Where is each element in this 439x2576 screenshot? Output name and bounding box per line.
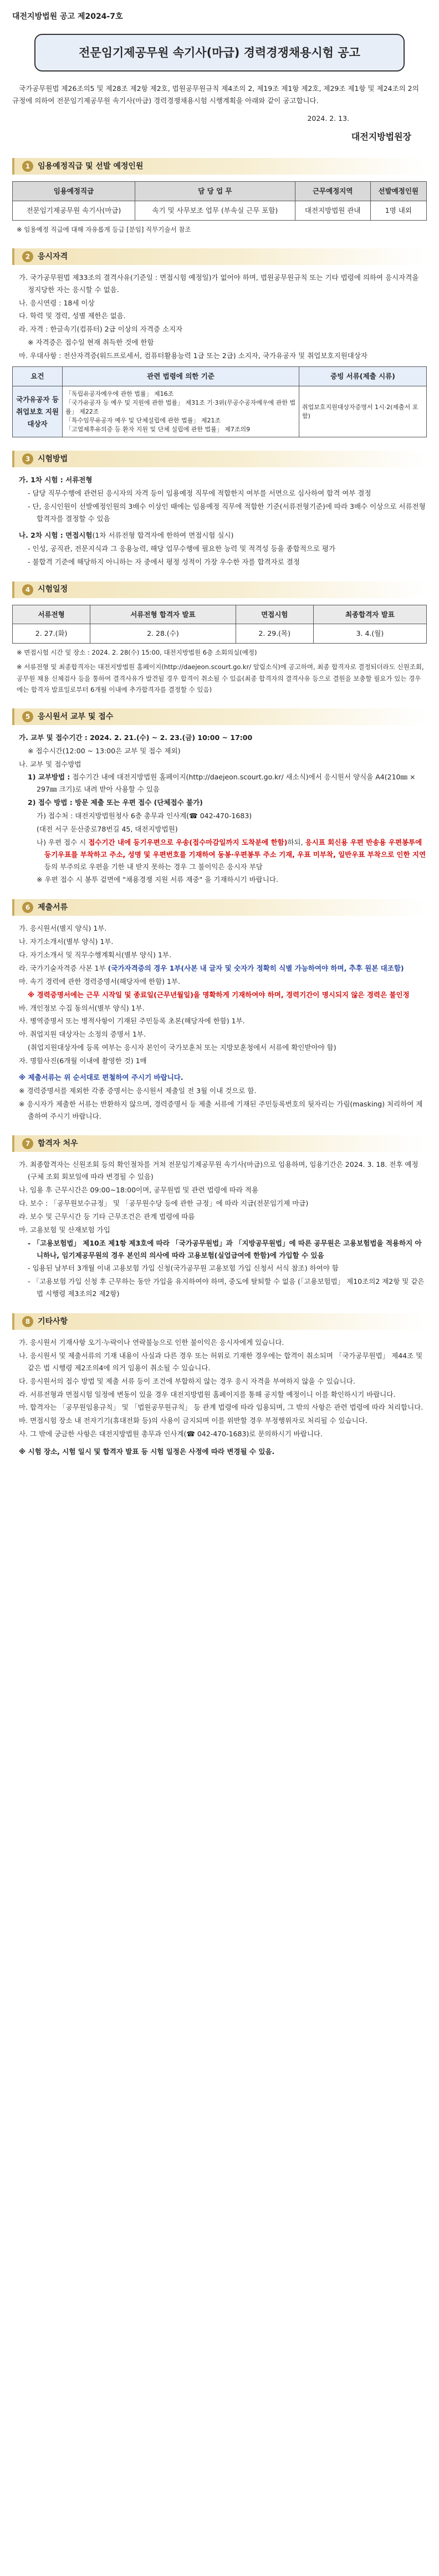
exam-step-title-rest: (1차 서류전형 합격자에 한하여 면접시험 실시) — [92, 530, 234, 539]
section-title: 합격자 처우 — [38, 1139, 78, 1149]
section-header-7 — [12, 1135, 427, 1152]
submission-office: 가) 접수처 : 대전지방법원청사 6층 총무과 인사계(☎ 042-470-1683) — [37, 812, 252, 820]
exam-step-title — [12, 529, 427, 542]
table-cell: 2. 28.(수) — [90, 624, 236, 644]
distribution-method — [12, 771, 427, 795]
mail-text: 하되, — [287, 838, 305, 846]
section-number: 1 — [22, 161, 33, 172]
table-header: 면접시험 — [236, 605, 313, 624]
section-number: 6 — [22, 902, 33, 913]
treatment-item: 가. 최종합격자는 신원조회 등의 확인절차를 거쳐 전문임기제공무원 속기사(마급)으로 임용하며, 임용기간은 2024. 3. 18. 전후 예정(구체 조회 회보일에 따라 변경될 수 있음) — [19, 1160, 418, 1181]
other-item: 가. 응시원서 기재사항 오기·누락이나 연락불능으로 인한 불이익은 응시자에게 있습니다. — [19, 1338, 284, 1347]
document-item: 나. 자기소개서(별부 양식) 1부. — [19, 937, 114, 946]
exam-step-detail: - 담당 직무수행에 관련된 응시자의 자격 등이 임용예정 직무에 적합한지 여부를 서면으로 심사하여 합격 여부 결정 — [28, 489, 371, 498]
final-note: ※ 시험 장소, 시험 일시 및 합격자 발표 등 시험 일정은 사정에 따라 변경될 수 있음. — [19, 1447, 275, 1456]
document-item: 바. 개인정보 수집 동의서(별부 양식) 1부. — [19, 1003, 145, 1012]
section-number: 2 — [22, 251, 33, 262]
other-item: 사. 그 밖에 궁금한 사항은 대전지방법원 총무과 인사계(☎ 042-470-1683)로 문의하시기 바랍니다. — [19, 1430, 323, 1439]
table-cell: 대전지방법원 관내 — [295, 201, 370, 220]
treatment-item: 마. 고용보험 및 산재보험 가입 — [19, 1225, 110, 1234]
table-header: 임용예정직급 — [13, 181, 135, 201]
insurance-detail: - 임용된 날부터 3개월 이내 고용보험 가입 신청(국가공무원 고용보험 가입 신청서 서식 참조) 하여야 함 — [28, 1264, 339, 1273]
table-header: 관련 법령에 의한 기준 — [63, 366, 299, 386]
distribution-label: 1) 교부방법 : — [28, 773, 70, 782]
document-note: ※ 응시자가 제출한 서류는 반환하지 않으며, 경력증명서 등 제출 서류에 기재된 주민등록번호의 뒷자리는 가림(masking) 처리하여 제출하여 주시기 바랍니다. — [19, 1099, 423, 1120]
submission-method: 2) 접수 방법 : 방문 제출 또는 우편 접수 (단체접수 불가) — [28, 798, 203, 807]
mail-text: 등의 부주의로 우편을 기한 내 받지 못하는 경우 그 불이익은 응시자 부담 — [44, 862, 263, 871]
other-item: 바. 면접시험 장소 내 전자기기(휴대전화 등)의 사용이 금지되며 이를 위반할 경우 부정행위자로 처리될 수 있습니다. — [19, 1416, 367, 1425]
mail-submission — [12, 836, 427, 873]
table-note: ※ 임용예정 직급에 대해 자유롭게 등급 [분임] 직무기술서 참조 — [17, 225, 191, 233]
eligibility-item: 가. 국가공무원법 제33조의 결격사유(기준일 : 면접시험 예정일)가 없어야 하며, 법원공무원규칙 또는 기타 법령에 의하여 응시자격을 정지당한 자는 응시할 수 없음. — [19, 273, 419, 294]
notice-number: 대전지방법원 공고 제2024-7호 — [12, 12, 123, 21]
document-item: 자. 명함사진(6개월 이내에 촬영한 것) 1매 — [19, 1057, 147, 1065]
intro-paragraph: 국가공무원법 제26조의5 및 제28조 제2항 제2호, 법원공무원규칙 제4조의 2, 제19조 제1항 제2호, 제29조 제1항 및 제24조의 2의 규정에 의하여 전문임기제공무원 속기사(마급) 경력경쟁채용시험 시행계획을 아래와 같이 공고합니다. — [12, 84, 419, 105]
eligibility-item: 라. 자격 : 한글속기(컴퓨터) 2급 이상의 자격증 소지자 — [19, 325, 183, 334]
notice-sender: 대전지방법원장 — [351, 131, 411, 142]
table-header: 근무예정지역 — [295, 181, 370, 201]
other-item: 라. 서류전형과 면접시험 일정에 변동이 있을 경우 대전지방법원 홈페이지를 통해 공지할 예정이니 이를 확인하시기 바랍니다. — [19, 1390, 396, 1399]
table-header: 최종합격자 발표 — [313, 605, 426, 624]
exam-step-detail: - 인성, 공직관, 전문지식과 그 응용능력, 해당 업무수행에 필요한 능력 및 적격성 등을 종합적으로 평가 — [28, 544, 336, 553]
section-header-3 — [12, 451, 427, 467]
section-header-1 — [12, 158, 427, 175]
other-item: 마. 합격자는 「공무원임용규칙」 및 「법원공무원규칙」 등 관계 법령에 따라 임용되며, 그 밖의 사항은 관련 법령에 따라 처리합니다. — [19, 1403, 423, 1412]
exam-step-title-bold: 나. 2차 시험 : 면접시험 — [19, 530, 93, 539]
eligibility-note: ※ 자격증은 접수일 현재 취득한 것에 한함 — [28, 338, 154, 347]
section-header-5 — [12, 708, 427, 725]
document-item: 사. 병역증명서 또는 병적사항이 기재된 주민등록 초본(해당자에 한함) 1부. — [19, 1017, 245, 1026]
table-header: 서류전형 — [13, 605, 90, 624]
application-method-title: 나. 교부 및 접수방법 — [19, 759, 81, 768]
notice-date: 2024. 2. 13. — [307, 114, 349, 123]
document-item: 아. 취업지원 대상자는 소정의 증명서 1부. — [19, 1030, 146, 1039]
schedule-note: ※ 면접시험 시간 및 장소 : 2024. 2. 28(수) 15:00, 대전지방법원 6층 소회의실(예정) — [17, 649, 257, 657]
table-header: 서류전형 합격자 발표 — [90, 605, 236, 624]
document-note: (취업지원대상자에 등록 여부는 응시자 본인이 국가보훈처 또는 지방보훈청에서 서류에 확인받아야 함) — [28, 1043, 336, 1052]
table-cell: 국가유공자 등 취업보호 지원 대상자 — [13, 386, 63, 437]
eligibility-item: 마. 우대사항 : 전산자격증(워드프로세서, 컴퓨터활용능력 1급 또는 2급) 소지자, 국가유공자 및 취업보호지원대상자 — [19, 351, 367, 360]
section-title: 응시자격 — [38, 252, 68, 261]
section-number: 4 — [22, 584, 33, 595]
section-header-2 — [12, 248, 427, 265]
section-title: 제출서류 — [38, 903, 68, 912]
table-cell: 취업보호지원대상자증명서 1시·2(제출서 포함) — [299, 386, 427, 437]
insurance-detail: - 「고용보험 가입 신청 후 근무하는 동안 가입을 유지하여야 하며, 중도에 탈퇴할 수 없음 (「고용보험법」 제10조의2 제2항 및 같은 법 시행령 제3조의2 제2항) — [28, 1277, 425, 1298]
treatment-item: 나. 임용 후 근무시간은 09:00~18:00이며, 공무원법 및 관련 법령에 따라 적용 — [19, 1186, 259, 1195]
document-item: 가. 응시원서(별지 양식) 1부. — [19, 924, 107, 933]
table-cell: 1명 내외 — [370, 201, 426, 220]
distribution-text: 접수기간 내에 대전지방법원 홈페이지(http://daejeon.scourt.go.kr/ 새소식)에서 응시원서 양식을 A4(210㎜ × 297㎜ 크기)로 내려 받아 사용할 수 있음 — [37, 773, 416, 794]
section-number: 8 — [22, 1316, 33, 1327]
other-item: 다. 응시원서의 접수 방법 및 제출 서류 등이 조건에 부합하지 않는 경우 응시 자격을 부여하지 않을 수 있습니다. — [19, 1376, 355, 1385]
position-table — [12, 181, 427, 221]
table-header: 담 당 업 무 — [135, 181, 295, 201]
treatment-item: 라. 보수 및 근무시간 등 기타 근무조건은 관계 법령에 따름 — [19, 1212, 195, 1221]
page-title: 전문임기제공무원 속기사(마급) 경력경쟁채용시험 공고 — [34, 34, 405, 72]
section-header-4 — [12, 581, 427, 598]
table-cell: 2. 27.(화) — [13, 624, 90, 644]
section-title: 응시원서 교부 및 접수 — [38, 712, 114, 721]
section-number: 3 — [22, 453, 33, 465]
insurance-detail: - 「고용보험법」 제10조 제1항 제3호에 따라 「국가공무원법」과 「지방공무원법」에 따른 공무원은 고용보험법을 적용하지 아니하나, 임기제공무원의 경우 본인의 의사에 따라 고용보험(실업급여에 한함)에 가입할 수 있음 — [28, 1238, 422, 1259]
section-title: 임용예정직급 및 선발 예정인원 — [38, 161, 144, 171]
document-note: ※ 경력증명서를 제외한 각종 증명서는 응시원서 제출일 전 3월 이내 것으로 함. — [19, 1086, 257, 1095]
table-header: 요건 — [13, 366, 63, 386]
section-number: 5 — [22, 711, 33, 722]
document-item: 마. 속기 경력에 관한 경력증명서(해당자에 한함) 1부. — [19, 977, 180, 986]
exam-step-title: 가. 1차 시험 : 서류전형 — [19, 476, 93, 484]
mail-text-red: 응시표 회신용 우편 반송용 우편봉투에 등기우표를 부착하고 주소, 성명 및 우편번호를 기재하여 동봉·우편봉투 주소 기재, 우표 미부착, 일반우표 부착으로 인한 지연 — [44, 838, 426, 859]
mail-text: 나) 우편 접수 시 — [37, 838, 89, 846]
section-title: 기타사항 — [38, 1317, 68, 1326]
mail-note: ※ 우편 접수 시 봉투 겉면에 "채용경쟁 지원 서류 재중" 을 기재하시기 바랍니다. — [37, 875, 278, 884]
document-warning: ※ 경력증명서에는 근무 시작일 및 종료일(근무년월일)을 명확하게 기재하여야 하며, 경력기간이 명시되지 않은 경력은 불인정 — [28, 990, 410, 999]
table-cell: 속기 및 사무보조 업무 (부속실 근무 포함) — [135, 201, 295, 220]
mail-text-red: 접수기간 내에 등기우편으로 우송(접수마감일까지 도착분에 한함) — [88, 838, 288, 846]
table-cell: 3. 4.(월) — [313, 624, 426, 644]
schedule-note: ※ 서류전형 및 최종합격자는 대전지방법원 홈페이지(http://daejeon.scourt.go.kr/ 알림소식)에 공고하며, 최종 합격자로 결정되더라도 신원조회, 공무원 채용 신체검사 등을 통하여 결격사유가 발견될 경우 합격이 취소될 수 있음(최종 합격자의 결격사유 등으로 결원을 보충할 필요가 있는 경우에는 합격자 발표일로부터 6개월 이내에 추가합격자를 결정할 수 있음) — [17, 663, 424, 693]
document-order-note: ※ 제출서류는 위 순서대로 편철하여 주시기 바랍니다. — [19, 1073, 183, 1082]
table-cell: 「독립유공자예우에 관한 법률」 제16조 「국가유공자 등 예우 및 지원에 관한 법률」 제31조 기·3위(무공수공자예우에 관한 법률」 제22조 「특수임무유공자 예우 및 단체설립에 관한 법률」 제21조 「고엽제후유의증 등 환자 지원 및 단체 설립에 관한 법률」 제7조의9 — [63, 386, 299, 437]
document-item: 다. 자기소개서 및 직무수행계획서(별부 양식) 1부. — [19, 951, 171, 960]
application-note: ※ 접수시간(12:00 ~ 13:00은 교부 및 접수 제외) — [28, 746, 181, 755]
exam-step-detail: - 불합격 기준에 해당하지 아니하는 자 중에서 평정 성적이 가장 우수한 자를 합격자로 결정 — [28, 557, 300, 566]
table-header: 증빙 서류(제출 시류) — [299, 366, 427, 386]
document-text-blue: (국가자격증의 경우 1부(사본 내 글자 및 숫자가 정확히 식별 가능하여야 하며, 추후 원본 대조함) — [108, 963, 404, 972]
treatment-item: 다. 보수 : 「공무원보수규정」 및 「공무원수당 등에 관한 규정」에 따라 지급(전문임기제 마급) — [19, 1199, 309, 1208]
eligibility-item: 나. 응시연령 : 18세 이상 — [19, 298, 95, 307]
table-header: 선발예정인원 — [370, 181, 426, 201]
schedule-table — [12, 605, 427, 644]
submission-address: (대전 서구 둔산중로78번길 45, 대전지방법원) — [37, 824, 178, 833]
table-cell: 전문임기제공무원 속기사(마급) — [13, 201, 135, 220]
section-number: 7 — [22, 1138, 33, 1149]
preference-table — [12, 366, 427, 438]
eligibility-item: 다. 학력 및 경력, 성별 제한은 없음. — [19, 312, 126, 320]
section-header-6 — [12, 899, 427, 916]
section-title: 시험방법 — [38, 455, 68, 464]
exam-step-detail: - 단, 응시인원이 선발예정인원의 3배수 이상인 때에는 임용예정 직무에 적합한 기준(서류전형기준)에 따라 3배수 이상으로 서류전형 합격자를 결정할 수 있음 — [28, 502, 426, 523]
table-cell: 2. 29.(목) — [236, 624, 313, 644]
section-header-8 — [12, 1313, 427, 1330]
other-item: 나. 응시원서 및 제출서류의 기재 내용이 사실과 다른 경우 또는 허위로 기재한 경우에는 합격이 취소되며 「국가공무원법」 제44조 및 같은 법 시행령 제2조의4에 의거 임용이 취소될 수 있습니다. — [19, 1351, 423, 1372]
document-item — [12, 962, 427, 975]
document-text: 라. 국가기술자격증 사본 1부 — [19, 963, 106, 972]
application-period: 가. 교부 및 접수기간 : 2024. 2. 21.(수) ~ 2. 23.(금) 10:00 ~ 17:00 — [19, 733, 253, 742]
section-title: 시험일정 — [38, 585, 68, 594]
